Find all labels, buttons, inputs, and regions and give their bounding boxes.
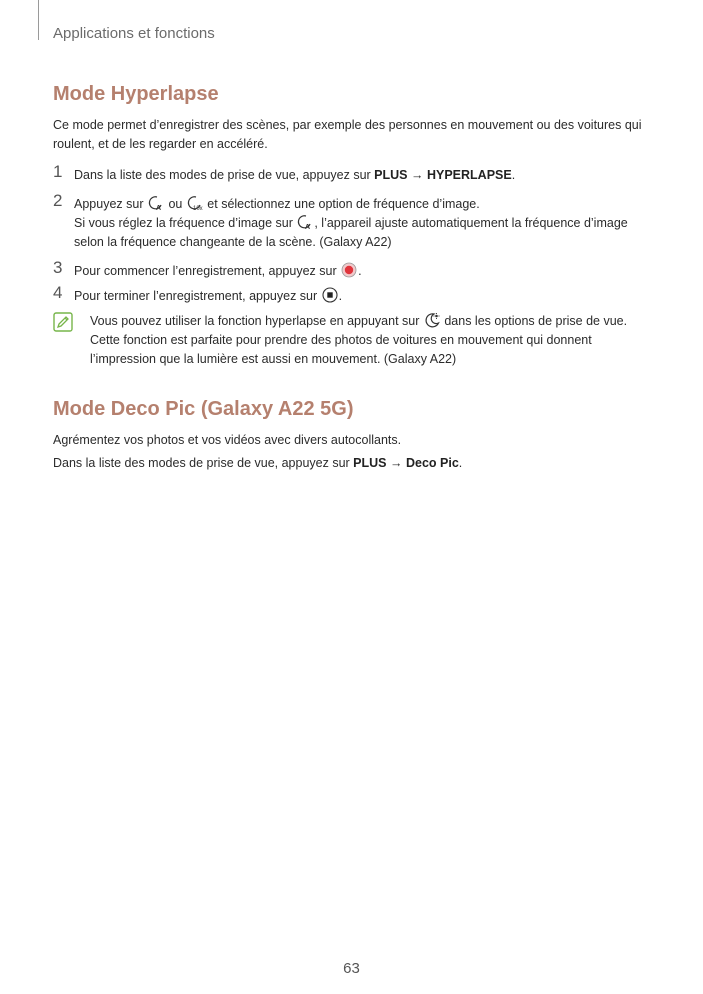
auto-frame-rate-icon bbox=[148, 195, 164, 211]
step-number: 3 bbox=[53, 258, 63, 277]
step-text: Pour terminer l’enregistrement, appuyez sur . bbox=[74, 287, 654, 306]
svg-text:10x: 10x bbox=[192, 205, 203, 211]
auto-frame-rate-icon bbox=[297, 214, 313, 230]
step-text: Dans la liste des modes de prise de vue, appuyez sur PLUS → HYPERLAPSE. bbox=[74, 168, 516, 182]
step-number: 1 bbox=[53, 162, 63, 181]
step-text: Appuyez sur A ou 10x et sélectionnez une option de fréquence d’image. Si vous réglez la fréquence d’image sur A , l’appareil ajuste automatiquement la fréquence d’image selon la fréquence changeante de la scène. (Galaxy A22) bbox=[74, 195, 654, 252]
step-number: 4 bbox=[53, 283, 63, 302]
frame-rate-10x-icon bbox=[187, 195, 203, 211]
section-title-deco-pic: Mode Deco Pic (Galaxy A22 5G) bbox=[53, 398, 354, 420]
hyperlapse-intro: Ce mode permet d’enregistrer des scènes, par exemple des personnes en mouvement ou des voitures qui roulent, et de les regarder en accéléré. bbox=[53, 118, 642, 151]
page-number: 63 bbox=[343, 960, 360, 977]
deco-pic-intro: Agrémentez vos photos et vos vidéos avec divers autocollants. bbox=[53, 433, 402, 447]
deco-pic-instruction: Dans la liste des modes de prise de vue, appuyez sur PLUS → Deco Pic. bbox=[53, 456, 463, 470]
chapter-title: Applications et fonctions bbox=[53, 25, 215, 42]
stop-button-icon bbox=[322, 287, 338, 303]
step-text: Pour commencer l’enregistrement, appuyez sur . bbox=[74, 262, 654, 281]
svg-text:A: A bbox=[305, 223, 311, 230]
section-title-hyperlapse: Mode Hyperlapse bbox=[53, 83, 219, 105]
note-pencil-icon bbox=[53, 312, 73, 332]
margin-rule bbox=[38, 0, 39, 40]
step-number: 2 bbox=[53, 191, 63, 210]
note-text: Vous pouvez utiliser la fonction hyperlapse en appuyant sur dans les options de prise de vue. Cette fonction est parfaite pour prendre des photos de voitures en mouvement qui donnent l’impression que la lumière est aussi en mouvement. (Galaxy A22) bbox=[90, 312, 653, 369]
svg-text:A: A bbox=[155, 204, 162, 211]
record-button-icon bbox=[341, 262, 357, 278]
night-hyperlapse-icon bbox=[424, 312, 440, 328]
